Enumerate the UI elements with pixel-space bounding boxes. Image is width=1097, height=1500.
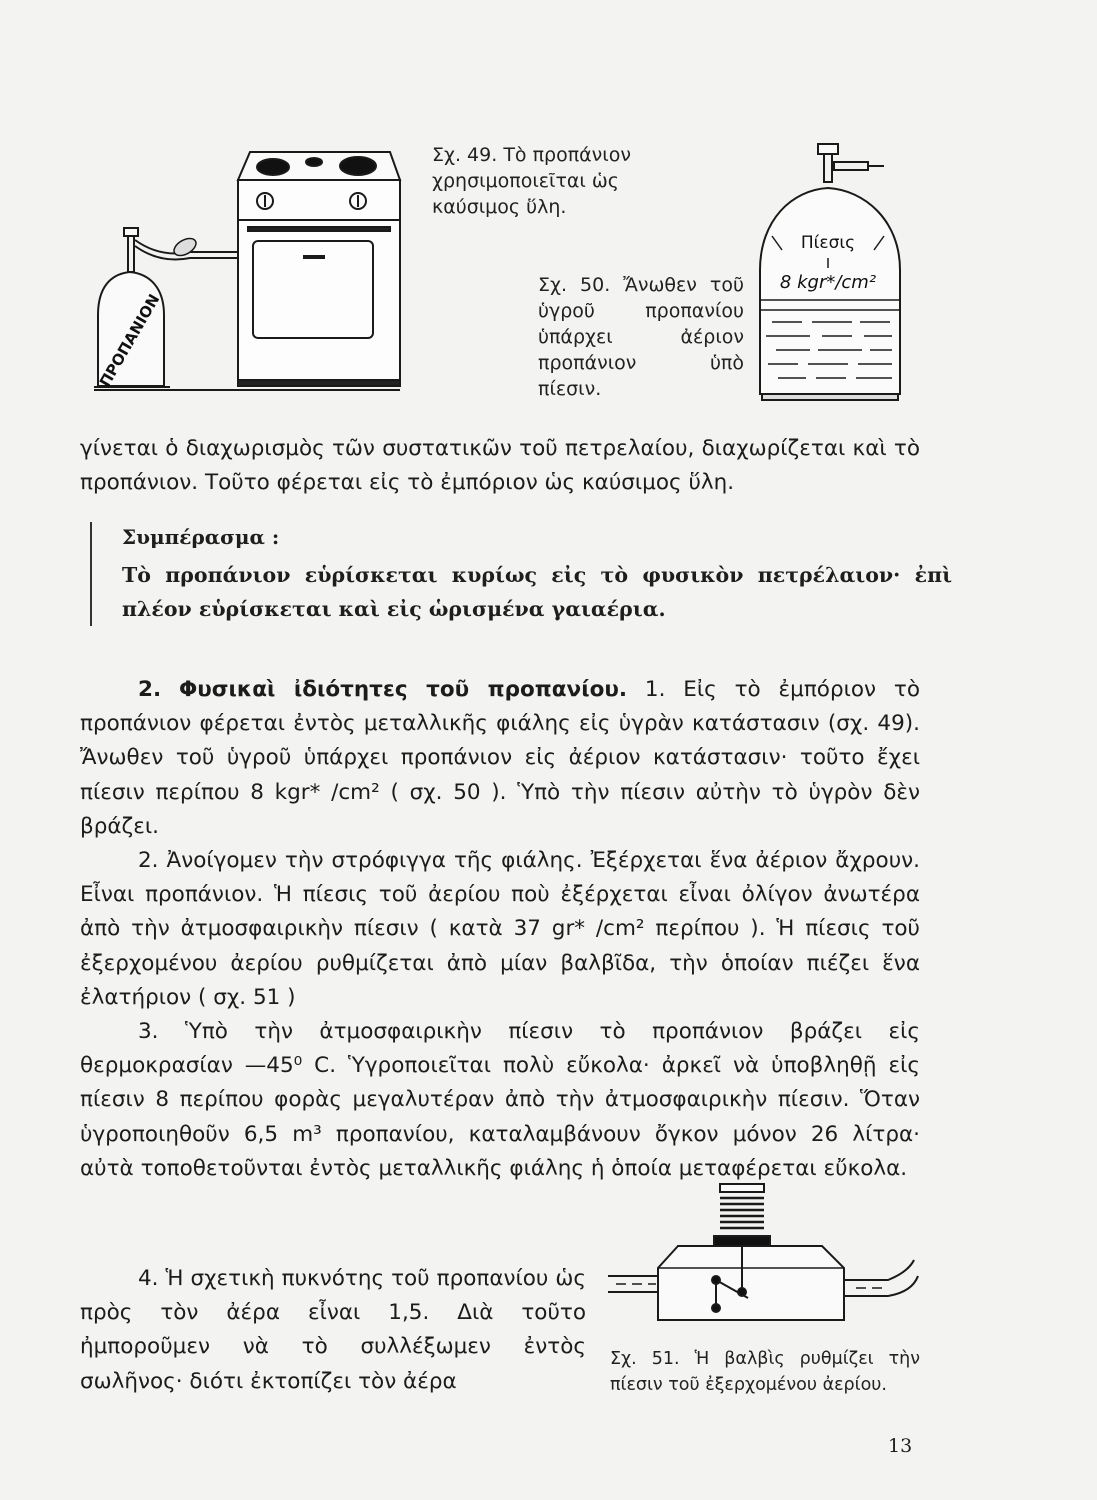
conclusion-block: [90, 522, 952, 626]
section-number: 2.: [138, 677, 162, 702]
figure-50-caption: Σχ. 50. Ἄνωθεν τοῦ ὑγροῦ προπανίου ὑπάρχει ἀέριον προπάνιον ὑπὸ πίεσιν.: [538, 274, 744, 400]
section-title: Φυσικαὶ ἰδιότητες τοῦ προπανίου.: [179, 677, 628, 702]
pressure-value-label: 8 kgr*/cm²: [779, 272, 877, 293]
section-2: [80, 673, 920, 1186]
figure-49-caption: Σχ. 49. Τὸ προπάνιον χρησιμοποιεῖται ὡς καύσιμος ὕλη.: [432, 144, 631, 218]
valve-icon: [608, 1184, 918, 1320]
figure-50-cylinder-illustration: [752, 140, 917, 410]
section-2-first-paragraph: [80, 673, 920, 844]
tank-label: ΠΡΟΠΑΝΙΟΝ: [95, 291, 164, 390]
conclusion-text: Τὸ προπάνιον εὑρίσκεται κυρίως εἰς τὸ φυσικὸν πετρέλαιον· ἐπὶ πλέον εὑρίσκεται καὶ εἰς ὡρισμένα γαιαέρια.: [122, 563, 952, 621]
intro-paragraph: γίνεται ὁ διαχωρισμὸς τῶν συστατικῶν τοῦ πετρελαίου, διαχωρίζεται καὶ τὸ προπάνιον. Τοῦτο φέρεται εἰς τὸ ἐμπόριον ὡς καύσιμος ὕλη.: [80, 436, 920, 496]
pressure-label: Πίεσις: [800, 233, 856, 253]
stove-icon: [238, 152, 400, 386]
conclusion-heading: Συμπέρασμα :: [122, 525, 280, 549]
figure-51-caption: Σχ. 51. Ἡ βαλβὶς ρυθμίζει τὴν πίεσιν τοῦ ἐξερχομένου ἀερίου.: [610, 1349, 920, 1395]
figure-51-valve-illustration: [608, 1180, 920, 1332]
page-number: 13: [888, 1435, 913, 1457]
paragraph-4: 4. Ἡ σχετικὴ πυκνότης τοῦ προπανίου ὡς πρὸς τὸν ἀέρα εἶναι 1,5. Διὰ τοῦτο ἠμποροῦμεν νὰ τὸ συλλέξωμεν ἐντὸς σωλῆνος· διότι ἐκτοπίζει τὸν ἀέρα: [80, 1266, 586, 1394]
figure-49-stove-illustration: [90, 140, 420, 395]
paragraph-1: 1. Εἰς τὸ ἐμπόριον τὸ προπάνιον φέρεται ἐντὸς μεταλλικῆς φιάλης εἰς ὑγρὰν κατάστασιν (σχ. 49). Ἄνωθεν τοῦ ὑγροῦ ὑπάρχει προπάνιον εἰς ἀέριον κατάστασιν· τοῦτο ἔχει πίεσιν περίπου 8 kgr* /cm² ( σχ. 50 ). Ὑπὸ τὴν πίεσιν αὐτὴν τὸ ὑγρὸν δὲν βράζει.: [80, 677, 920, 839]
paragraph-2: 2. Ἀνοίγομεν τὴν στρόφιγγα τῆς φιάλης. Ἐξέρχεται ἕνα ἀέριον ἄχρουν. Εἶναι προπάνιον. Ἡ πίεσις τοῦ ἀερίου ποὺ ἐξέρχεται εἶναι ὀλίγον ἀνωτέρα ἀπὸ τὴν ἀτμοσφαιρικὴν πίεσιν ( κατὰ 37 gr* /cm² περίπου ). Ἡ πίεσις τοῦ ἐξερχομένου ἀερίου ρυθμίζεται ἀπὸ μίαν βαλβῖδα, τὴν ὁποίαν πιέζει ἕνα ἐλατήριον ( σχ. 51 ): [80, 848, 920, 1010]
paragraph-3: 3. Ὑπὸ τὴν ἀτμοσφαιρικὴν πίεσιν τὸ προπάνιον βράζει εἰς θερμοκρασίαν —45⁰ C. Ὑγροποιεῖται πολὺ εὔκολα· ἀρκεῖ νὰ ὑποβληθῇ εἰς πίεσιν 8 περίπου φορὰς μεγαλυτέραν ἀπὸ τὴν ἀτμοσφαιρικὴν πίεσιν. Ὅταν ὑγροποιηθοῦν 6,5 m³ προπανίου, καταλαμβάνουν ὄγκον μόνον 26 λίτρα· αὐτὰ τοποθετοῦνται ἐντὸς μεταλλικῆς φιάλης ἡ ὁποία μεταφέρεται εὔκολα.: [80, 1019, 920, 1181]
